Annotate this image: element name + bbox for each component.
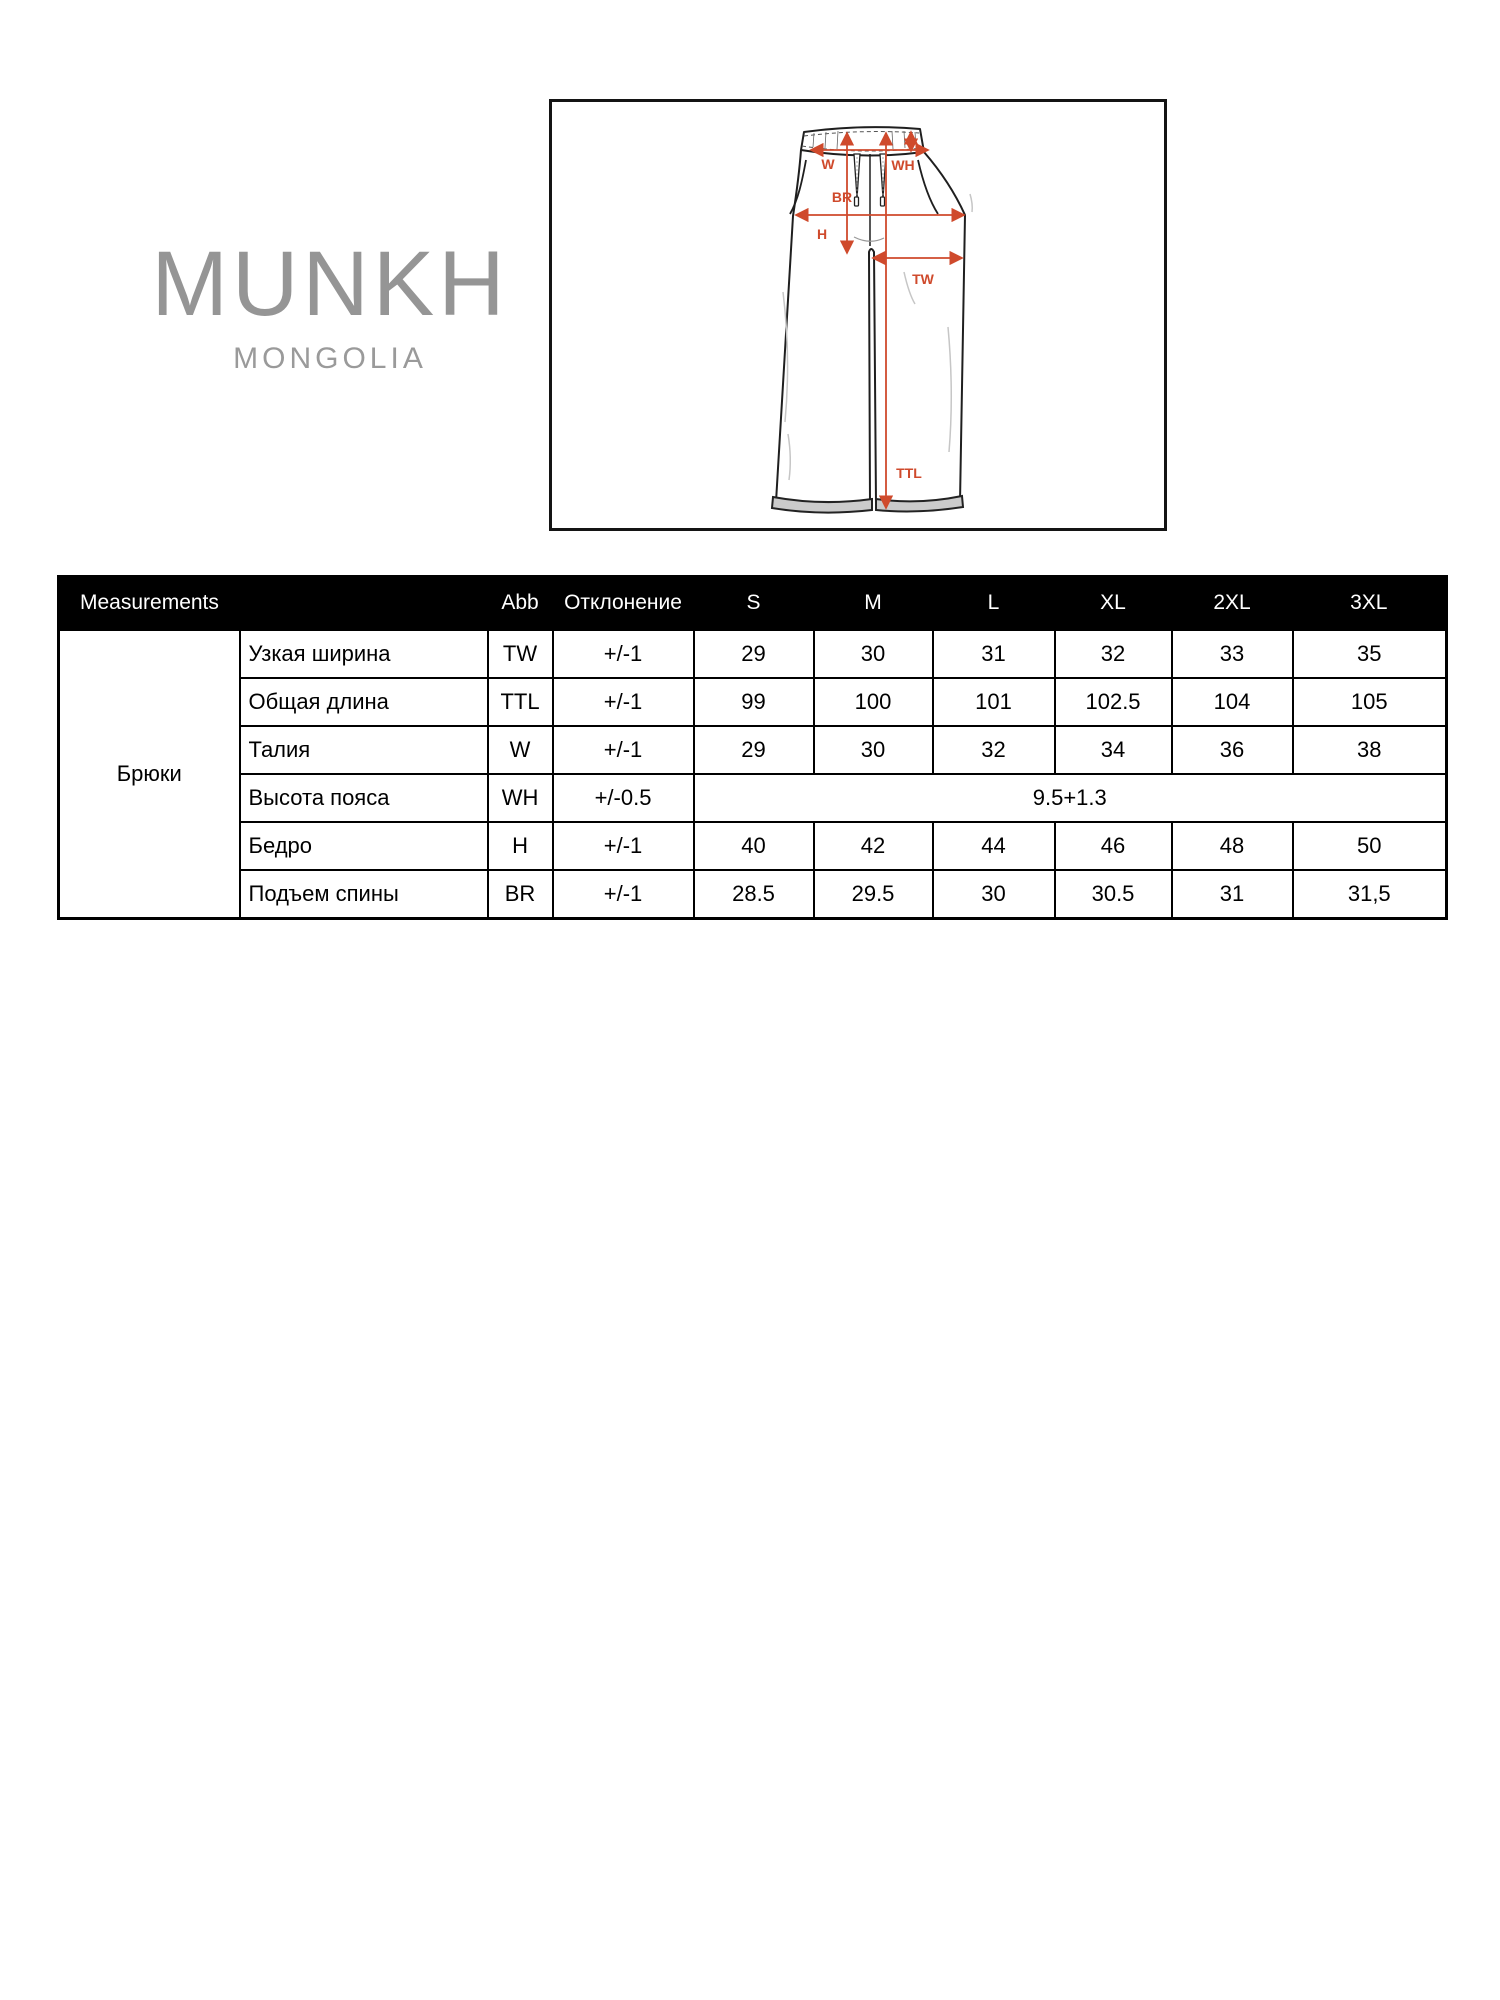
value-cell: 35	[1293, 630, 1447, 679]
table-row	[59, 630, 1447, 679]
header-abb: Abb	[488, 577, 553, 630]
value-cell: 50	[1293, 822, 1447, 870]
tw-label: TW	[912, 271, 934, 287]
row-name: Бедро	[240, 822, 488, 870]
header-deviation: Отклонение	[553, 577, 694, 630]
row-abb: H	[488, 822, 553, 870]
header-size-s: S	[694, 577, 814, 630]
value-cell: 105	[1293, 678, 1447, 726]
value-cell: 32	[1055, 630, 1172, 679]
table-row	[59, 822, 1447, 870]
value-cell: 30	[933, 870, 1055, 919]
value-cell: 44	[933, 822, 1055, 870]
table-header-row	[59, 577, 1447, 630]
pants-diagram	[552, 102, 1164, 528]
row-name: Талия	[240, 726, 488, 774]
value-cell: 29	[694, 726, 814, 774]
measurements-table	[57, 575, 1448, 920]
row-abb: TW	[488, 630, 553, 679]
value-cell: 99	[694, 678, 814, 726]
value-cell: 38	[1293, 726, 1447, 774]
value-cell: 104	[1172, 678, 1293, 726]
row-abb: TTL	[488, 678, 553, 726]
value-cell: 29.5	[814, 870, 933, 919]
header-size-xl: XL	[1055, 577, 1172, 630]
value-cell: 40	[694, 822, 814, 870]
brand-logo	[130, 233, 530, 375]
row-name: Узкая ширина	[240, 630, 488, 679]
value-cell: 48	[1172, 822, 1293, 870]
table-row	[59, 774, 1447, 822]
wh-label: WH	[891, 157, 915, 173]
value-cell: 101	[933, 678, 1055, 726]
row-deviation: +/-1	[553, 678, 694, 726]
row-name: Общая длина	[240, 678, 488, 726]
row-deviation: +/-0.5	[553, 774, 694, 822]
row-abb: W	[488, 726, 553, 774]
row-name: Подъем спины	[240, 870, 488, 919]
value-cell: 29	[694, 630, 814, 679]
value-cell: 30	[814, 726, 933, 774]
header-measurements: Measurements	[59, 577, 488, 630]
value-cell: 36	[1172, 726, 1293, 774]
header-size-l: L	[933, 577, 1055, 630]
value-cell: 30	[814, 630, 933, 679]
value-cell: 34	[1055, 726, 1172, 774]
brand-subtitle: MONGOLIA	[233, 342, 427, 375]
row-deviation: +/-1	[553, 726, 694, 774]
value-cell: 100	[814, 678, 933, 726]
table-row	[59, 870, 1447, 919]
row-deviation: +/-1	[553, 870, 694, 919]
header-size-m: M	[814, 577, 933, 630]
row-name: Высота пояса	[240, 774, 488, 822]
table-row	[59, 678, 1447, 726]
header-size-3xl: 3XL	[1293, 577, 1447, 630]
w-label: W	[821, 156, 835, 172]
row-abb: BR	[488, 870, 553, 919]
row-deviation: +/-1	[553, 822, 694, 870]
value-cell: 42	[814, 822, 933, 870]
value-cell: 31	[1172, 870, 1293, 919]
br-label: BR	[831, 189, 853, 205]
value-cell: 31,5	[1293, 870, 1447, 919]
table-row	[59, 726, 1447, 774]
row-deviation: +/-1	[553, 630, 694, 679]
value-cell: 30.5	[1055, 870, 1172, 919]
category-cell: Брюки	[59, 630, 240, 919]
h-label: H	[816, 226, 828, 242]
value-cell: 32	[933, 726, 1055, 774]
value-cell: 31	[933, 630, 1055, 679]
merged-value-cell: 9.5+1.3	[694, 774, 1447, 822]
row-abb: WH	[488, 774, 553, 822]
ttl-label: TTL	[896, 465, 922, 481]
header-size-2xl: 2XL	[1172, 577, 1293, 630]
value-cell: 46	[1055, 822, 1172, 870]
value-cell: 33	[1172, 630, 1293, 679]
value-cell: 28.5	[694, 870, 814, 919]
brand-name: MUNKH	[151, 233, 509, 335]
value-cell: 102.5	[1055, 678, 1172, 726]
pants-diagram-box	[549, 99, 1167, 531]
